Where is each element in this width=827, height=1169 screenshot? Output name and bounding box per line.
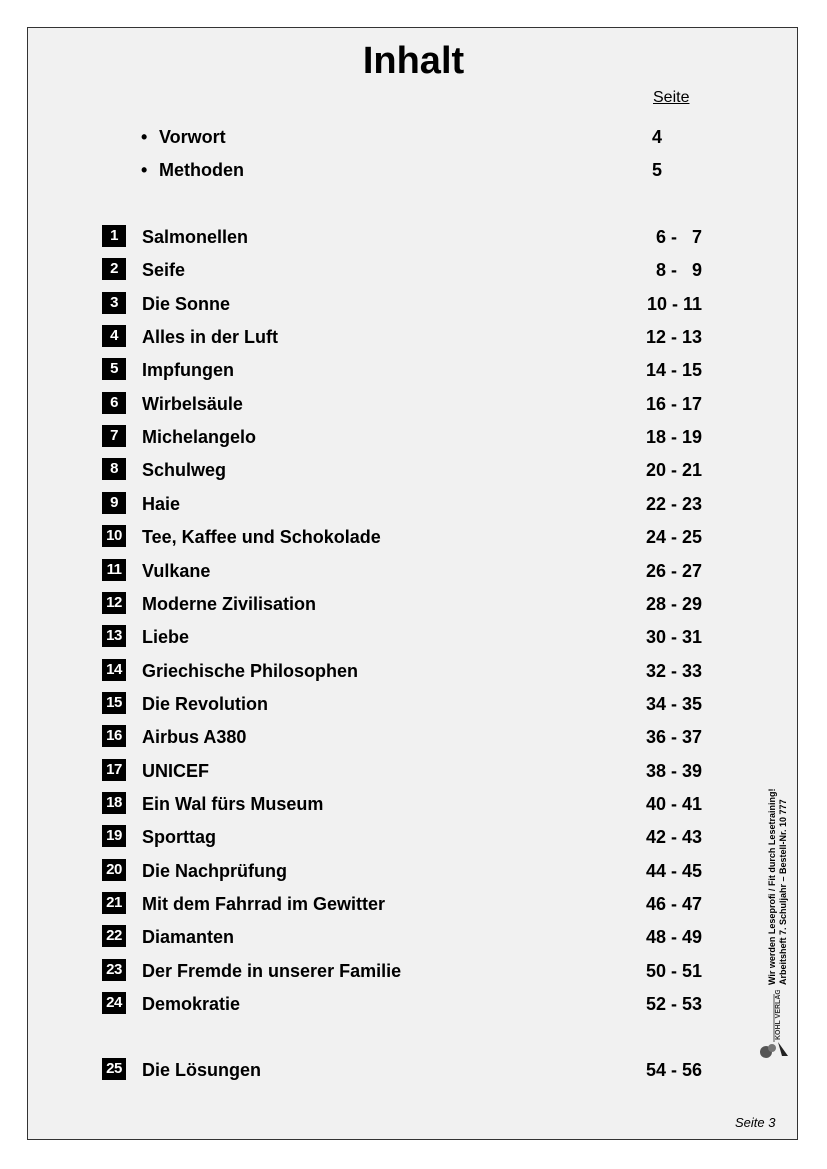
- chapter-title: Michelangelo: [142, 427, 257, 447]
- chapter-number-badge: 13: [102, 625, 126, 647]
- front-matter-label: Methoden: [159, 160, 244, 180]
- chapter-number-badge: 19: [102, 825, 126, 847]
- chapter-title: Mit dem Fahrrad im Gewitter: [142, 894, 386, 914]
- bullet-icon: •: [141, 127, 148, 147]
- chapter-title: Wirbelsäule: [142, 394, 243, 414]
- publisher-logo: [758, 990, 790, 1062]
- chapter-pages: 30 - 31: [645, 627, 702, 647]
- chapter-pages: 16 - 17: [645, 394, 702, 414]
- chapter-title: Der Fremde in unserer Familie: [142, 961, 402, 981]
- chapter-title: Diamanten: [142, 927, 235, 947]
- chapter-title: Demokratie: [142, 994, 241, 1014]
- chapter-entry: [0, 891, 827, 917]
- chapter-title: Liebe: [142, 627, 190, 647]
- chapter-number-badge: 6: [102, 392, 126, 414]
- chapter-title: Die Sonne: [142, 294, 231, 314]
- chapter-number-badge: 17: [102, 759, 126, 781]
- chapter-title: Alles in der Luft: [142, 327, 279, 347]
- chapter-number-badge: 2: [102, 258, 126, 280]
- logo-text: KOHL VERLAG: [775, 990, 782, 1040]
- chapter-pages: 24 - 25: [645, 527, 702, 547]
- chapter-pages: 8 - 9: [655, 260, 702, 280]
- chapter-number-badge: 10: [102, 525, 126, 547]
- chapter-entry: [0, 624, 827, 650]
- chapter-pages: 48 - 49: [645, 927, 702, 947]
- chapter-title: Vulkane: [142, 561, 211, 581]
- chapter-number-badge: 8: [102, 458, 126, 480]
- chapter-number-badge: 14: [102, 659, 126, 681]
- chapter-number-badge: 4: [102, 325, 126, 347]
- chapter-entry: [0, 758, 827, 784]
- chapter-number-badge: 7: [102, 425, 126, 447]
- chapter-pages: 42 - 43: [645, 827, 702, 847]
- chapter-pages: 52 - 53: [645, 994, 702, 1014]
- chapter-pages: 34 - 35: [645, 694, 702, 714]
- chapter-title: Seife: [142, 260, 186, 280]
- chapter-entry: [0, 324, 827, 350]
- chapter-title: Haie: [142, 494, 181, 514]
- chapter-number-badge: 11: [102, 559, 126, 581]
- chapter-number-badge: 3: [102, 292, 126, 314]
- solutions-entry: [0, 1057, 827, 1083]
- chapter-title: Airbus A380: [142, 727, 247, 747]
- bullet-icon: •: [141, 160, 148, 180]
- chapter-entry: [0, 524, 827, 550]
- page-number: Seite 3: [735, 1115, 776, 1130]
- chapter-entry: [0, 257, 827, 283]
- chapter-entry: [0, 958, 827, 984]
- chapter-entry: [0, 424, 827, 450]
- chapter-pages: 20 - 21: [645, 460, 702, 480]
- chapter-title: Griechische Philosophen: [142, 661, 359, 681]
- chapter-number-badge: 20: [102, 859, 126, 881]
- page-title: Inhalt: [362, 40, 465, 82]
- chapter-entry: [0, 658, 827, 684]
- chapter-number-badge: 12: [102, 592, 126, 614]
- side-note-line: Wir werden Leseprofi / Fit durch Lesetraining!: [767, 788, 777, 985]
- chapter-number-badge: 5: [102, 358, 126, 380]
- chapter-number-badge: 18: [102, 792, 126, 814]
- chapter-entry: [0, 858, 827, 884]
- chapter-entry: [0, 591, 827, 617]
- chapter-entry: [0, 457, 827, 483]
- chapter-entry: [0, 924, 827, 950]
- chapter-pages: 46 - 47: [645, 894, 702, 914]
- chapter-number-badge: 21: [102, 892, 126, 914]
- chapter-number-badge: 23: [102, 959, 126, 981]
- front-matter-item: [0, 157, 827, 183]
- chapter-title: Die Revolution: [142, 694, 269, 714]
- chapter-pages: 6 - 7: [655, 227, 702, 247]
- publisher-logo-icon: [758, 990, 790, 1062]
- chapter-pages: 14 - 15: [645, 360, 702, 380]
- chapter-title: Die Nachprüfung: [142, 861, 288, 881]
- chapter-entry: [0, 491, 827, 517]
- chapter-pages: 38 - 39: [645, 761, 702, 781]
- chapter-title: Moderne Zivilisation: [142, 594, 317, 614]
- chapter-pages: 12 - 13: [645, 327, 702, 347]
- chapter-pages: 10 - 11: [646, 294, 702, 314]
- chapter-number-badge: 25: [102, 1058, 126, 1080]
- front-matter-item: [0, 124, 827, 150]
- chapter-number-badge: 16: [102, 725, 126, 747]
- chapter-pages: 26 - 27: [645, 561, 702, 581]
- front-matter-page: 5: [652, 160, 663, 180]
- chapter-entry: [0, 724, 827, 750]
- chapter-entry: [0, 791, 827, 817]
- chapter-entry: [0, 691, 827, 717]
- chapter-number-badge: 15: [102, 692, 126, 714]
- chapter-pages: 28 - 29: [645, 594, 702, 614]
- chapter-title: Sporttag: [142, 827, 216, 847]
- chapter-title: Die Lösungen: [142, 1060, 262, 1080]
- chapter-pages: 54 - 56: [645, 1060, 702, 1080]
- front-matter-label: Vorwort: [159, 127, 226, 147]
- chapter-number-badge: 22: [102, 925, 126, 947]
- chapter-entry: [0, 824, 827, 850]
- chapter-pages: 44 - 45: [645, 861, 702, 881]
- chapter-pages: 32 - 33: [645, 661, 702, 681]
- front-matter-page: 4: [652, 127, 663, 147]
- chapter-number-badge: 1: [102, 225, 126, 247]
- chapter-entry: [0, 224, 827, 250]
- chapter-entry: [0, 291, 827, 317]
- chapter-entry: [0, 391, 827, 417]
- chapter-title: UNICEF: [142, 761, 209, 781]
- seite-column-header: Seite: [653, 89, 690, 106]
- chapter-title: Ein Wal fürs Museum: [142, 794, 324, 814]
- chapter-entry: [0, 357, 827, 383]
- side-publication-note: [767, 789, 789, 985]
- chapter-pages: 36 - 37: [645, 727, 702, 747]
- chapter-pages: 22 - 23: [645, 494, 702, 514]
- chapter-entry: [0, 558, 827, 584]
- side-note-line: Arbeitsheft 7. Schuljahr – Bestell-Nr. 10 777: [778, 799, 788, 985]
- chapter-title: Impfungen: [142, 360, 234, 380]
- chapter-number-badge: 9: [102, 492, 126, 514]
- chapter-title: Salmonellen: [142, 227, 249, 247]
- chapter-number-badge: 24: [102, 992, 126, 1014]
- chapter-title: Schulweg: [142, 460, 227, 480]
- chapter-entry: [0, 991, 827, 1017]
- chapter-pages: 50 - 51: [645, 961, 702, 981]
- chapter-pages: 18 - 19: [645, 427, 702, 447]
- chapter-pages: 40 - 41: [645, 794, 702, 814]
- chapter-title: Tee, Kaffee und Schokolade: [142, 527, 381, 547]
